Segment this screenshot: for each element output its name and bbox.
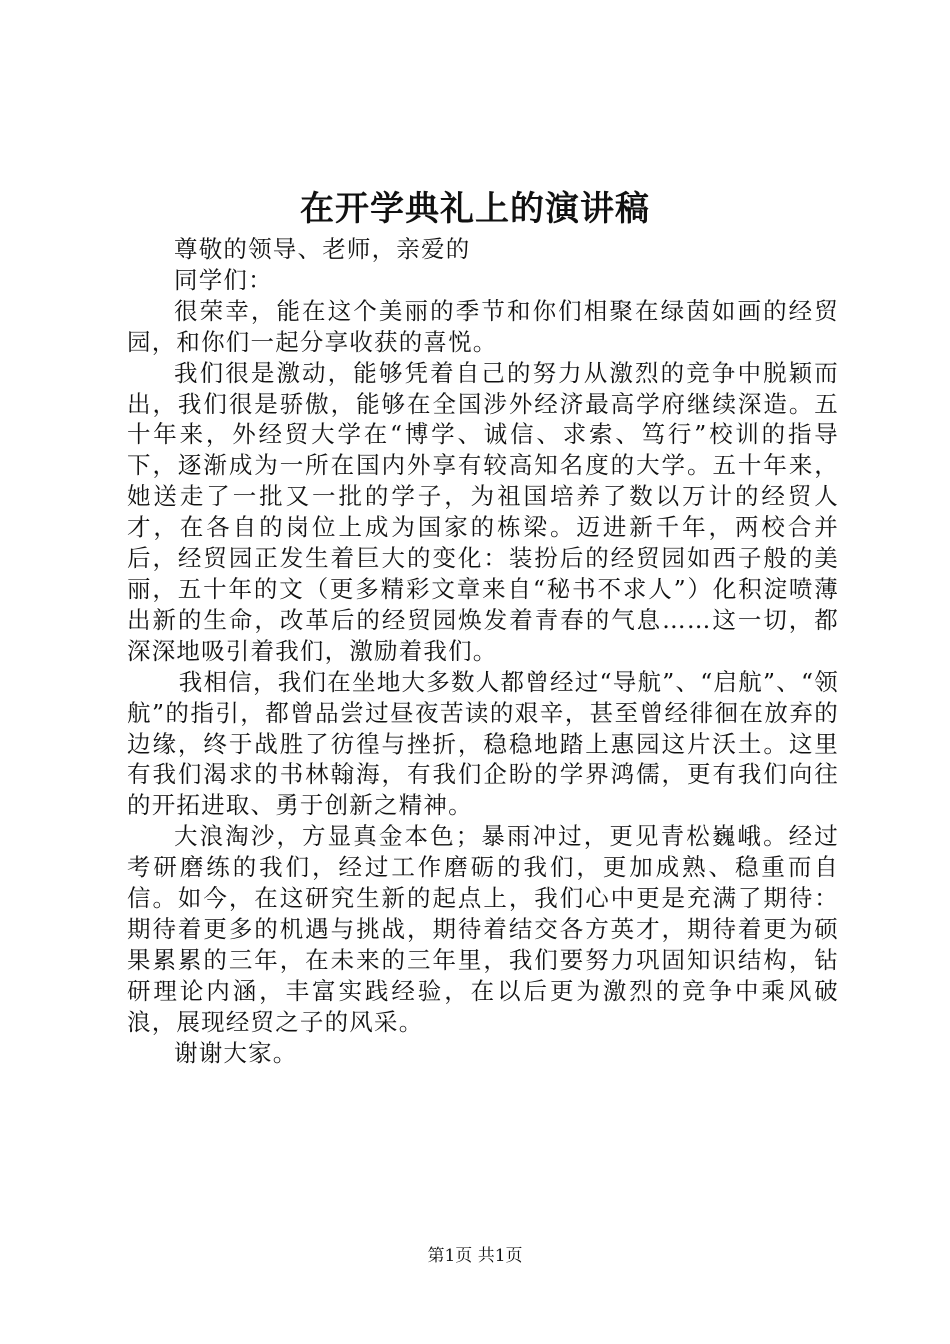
page-footer: 第1页 共1页 <box>427 1246 523 1266</box>
salutation-line-2: 同学们： <box>174 265 273 294</box>
paragraph-2: 我们很是激动，能够凭着自己的努力从激烈的竞争中脱颖而出，我们很是骄傲，能够在全国涉外经济最高学府继续深造。五十年来，外经贸大学在“博学、诚信、求索、笃行”校训的指导下，逐渐成为一所在国内外享有较高知名度的大学。五十年来，她送走了一批又一批的学子，为祖国培养了数以万计的经贸人才，在各自的岗位上成为国家的栋梁。迈进新千年，两校合并后，经贸园正发生着巨大的变化：装扮后的经贸园如西子般的美丽，五十年的文（更多精彩文章来自“秘书不求人”）化积淀喷薄出新的生命，改革后的经贸园焕发着青春的气息……这一切，都深深地吸引着我们，激励着我们。 <box>127 358 839 665</box>
paragraph-4: 大浪淘沙，方显真金本色；暴雨冲过，更见青松巍峨。经过考研磨练的我们，经过工作磨砺的我们，更加成熟、稳重而自信。如今，在这研究生新的起点上，我们心中更是充满了期待：期待着更多的机遇与挑战，期待着结交各方英才，期待着更为硕果累累的三年，在未来的三年里，我们要努力巩固知识结构，钻研理论内涵，丰富实践经验，在以后更为激烈的竞争中乘风破浪，展现经贸之子的风采。 <box>127 822 839 1036</box>
paragraph-3: 我相信，我们在坐地大多数人都曾经过“导航”、“启航”、“领航”的指引，都曾品尝过昼夜苦读的艰辛，甚至曾经徘徊在放弃的边缘，终于战胜了彷徨与挫折，稳稳地踏上惠园这片沃土。这里有我们渴求的书林翰海，有我们企盼的学界鸿儒，更有我们向往的开拓进取、勇于创新之精神。 <box>127 667 839 820</box>
document-title: 在开学典礼上的演讲稿 <box>300 189 650 229</box>
paragraph-1: 很荣幸，能在这个美丽的季节和你们相聚在绿茵如画的经贸园，和你们一起分享收获的喜悦。 <box>127 296 839 356</box>
salutation-line-1: 尊敬的领导、老师，亲爱的 <box>174 235 471 263</box>
closing-line: 谢谢大家。 <box>174 1038 298 1067</box>
document-body <box>127 234 839 1068</box>
